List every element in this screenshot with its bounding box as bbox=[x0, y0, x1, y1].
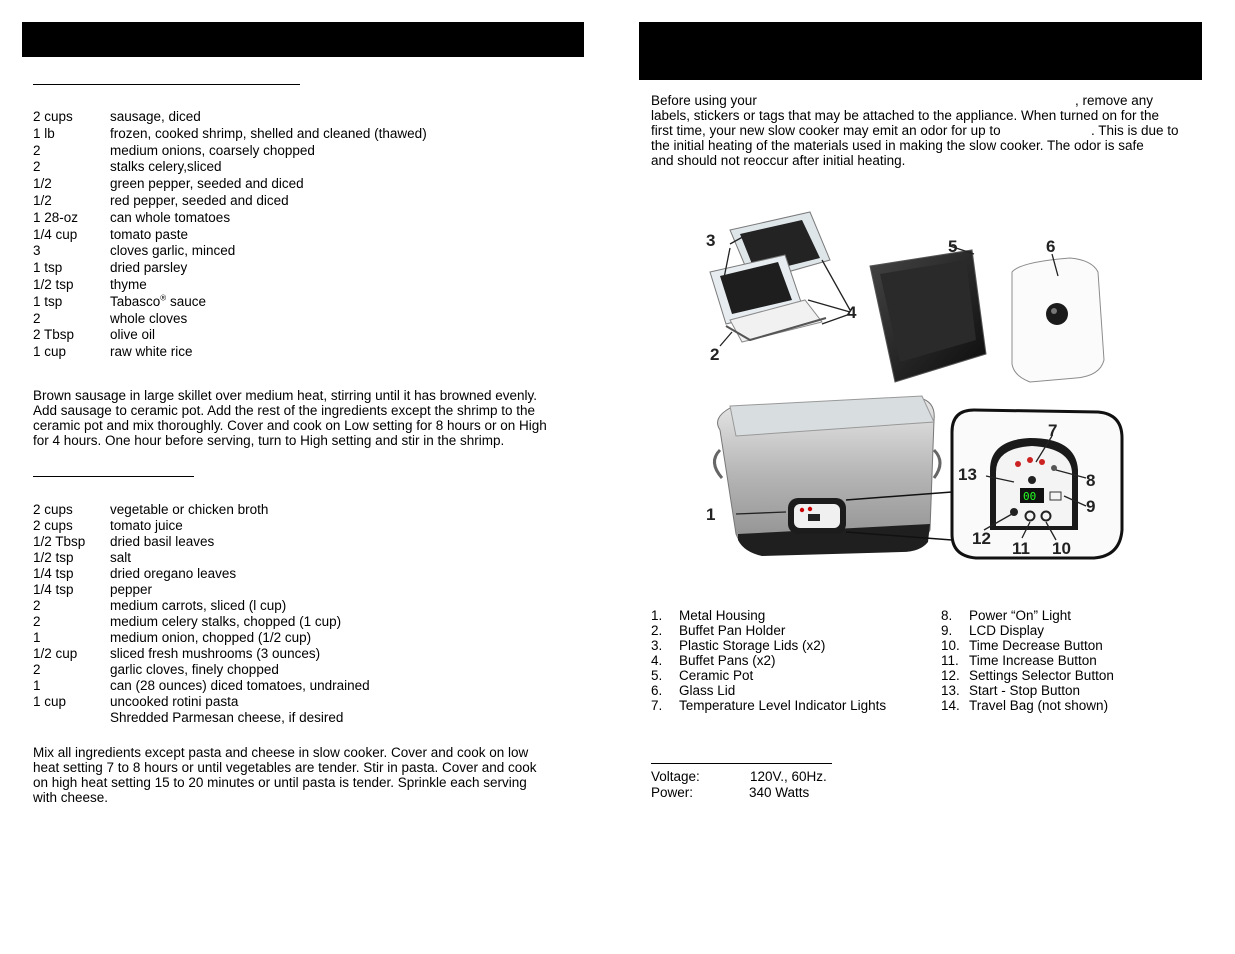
ingredient-row bbox=[33, 176, 553, 193]
directions-line: Add sausage to ceramic pot. Add the rest of the ingredients except the shrimp to the bbox=[33, 403, 536, 418]
part-item bbox=[941, 638, 1201, 653]
directions-line: with cheese. bbox=[33, 790, 109, 805]
part-number: 3. bbox=[651, 638, 663, 653]
part-name: Travel Bag (not shown) bbox=[969, 698, 1109, 713]
directions-line: Brown sausage in large skillet over medium heat, stirring until it has browned evenly. bbox=[33, 388, 537, 403]
ingredient-row bbox=[33, 143, 553, 160]
ingredient-item: salt bbox=[110, 550, 132, 565]
intro-text: . This is due to bbox=[1091, 123, 1179, 138]
ingredient-row bbox=[33, 327, 553, 344]
ingredient-row bbox=[33, 678, 553, 694]
callout-9: 9 bbox=[1086, 497, 1096, 516]
ingredient-item-rest: sauce bbox=[166, 293, 206, 309]
callout-7: 7 bbox=[1048, 421, 1058, 440]
ingredient-qty: 2 cups bbox=[33, 518, 73, 533]
part-number: 14. bbox=[941, 698, 960, 713]
ingredient-qty: 1 cup bbox=[33, 344, 67, 360]
ingredient-row bbox=[33, 646, 553, 662]
recipe1-ingredient-list bbox=[33, 109, 553, 361]
recipe2-ingredient-list bbox=[33, 502, 553, 726]
ingredient-item: garlic cloves, finely chopped bbox=[110, 662, 279, 677]
ingredient-qty: 2 cups bbox=[33, 502, 73, 517]
ingredient-item: olive oil bbox=[110, 327, 156, 343]
ingredient-item: uncooked rotini pasta bbox=[110, 694, 239, 709]
ingredient-qty: 1 tsp bbox=[33, 260, 63, 276]
part-name: Buffet Pans (x2) bbox=[679, 653, 776, 668]
ingredient-qty: 1/2 tsp bbox=[33, 276, 74, 292]
buffet-pans-illustration bbox=[710, 212, 830, 342]
part-item bbox=[941, 683, 1201, 698]
ingredient-row bbox=[33, 710, 553, 726]
recipe1-directions bbox=[33, 388, 578, 448]
part-number: 12. bbox=[941, 668, 960, 683]
ingredient-item: can (28 ounces) diced tomatoes, undrained bbox=[110, 678, 370, 693]
spec-label: Power: bbox=[651, 784, 694, 800]
part-item bbox=[651, 608, 931, 623]
ingredient-row bbox=[33, 550, 553, 566]
part-name: LCD Display bbox=[969, 623, 1045, 638]
ingredient-row bbox=[33, 502, 553, 518]
parts-list-left bbox=[651, 608, 931, 713]
ingredient-row bbox=[33, 630, 553, 646]
ingredient-item: whole cloves bbox=[110, 310, 188, 326]
ingredient-item: green pepper, seeded and diced bbox=[110, 176, 304, 192]
product-diagram bbox=[690, 200, 1150, 570]
ingredient-brand: Tabasco bbox=[110, 293, 161, 309]
intro-text: , remove any bbox=[1075, 93, 1154, 108]
directions-line: Mix all ingredients except pasta and cheese in slow cooker. Cover and cook on low bbox=[33, 745, 529, 760]
part-number: 13. bbox=[941, 683, 960, 698]
directions-line: ceramic pot and mix thoroughly. Cover and cook on Low setting for 8 hours or on High bbox=[33, 418, 547, 433]
directions-line: on high heat setting 15 to 20 minutes or until pasta is tender. Sprinkle each serving bbox=[33, 775, 527, 790]
part-number: 5. bbox=[651, 668, 663, 683]
ingredient-item: vegetable or chicken broth bbox=[110, 502, 269, 517]
specs-title-rule bbox=[651, 763, 832, 764]
ingredient-qty: 2 bbox=[33, 310, 41, 326]
recipe2-title-rule bbox=[33, 476, 194, 477]
ingredient-item: dried parsley bbox=[110, 260, 188, 276]
ingredient-qty: 1 bbox=[33, 630, 41, 645]
ingredient-row bbox=[33, 243, 553, 260]
part-name: Time Increase Button bbox=[969, 653, 1097, 668]
part-item bbox=[651, 683, 931, 698]
ingredient-qty: 1 28-oz bbox=[33, 209, 79, 225]
ingredient-qty: 2 bbox=[33, 614, 41, 629]
part-number: 6. bbox=[651, 683, 663, 698]
ingredient-qty: 1 tsp bbox=[33, 293, 63, 309]
specifications bbox=[651, 769, 911, 800]
ingredient-item: stalks celery,sliced bbox=[110, 159, 222, 175]
ingredient-row bbox=[33, 227, 553, 244]
part-number: 8. bbox=[941, 608, 953, 623]
ingredient-item: red pepper, seeded and diced bbox=[110, 192, 289, 208]
part-item bbox=[651, 668, 931, 683]
ingredient-item: medium onions, coarsely chopped bbox=[110, 142, 315, 158]
glass-lid-illustration bbox=[1012, 258, 1104, 382]
intro-line: and should not reoccur after initial heating. bbox=[651, 153, 906, 168]
ingredient-item: sausage, diced bbox=[110, 109, 201, 124]
ingredient-row bbox=[33, 534, 553, 550]
callout-10: 10 bbox=[1052, 539, 1071, 558]
part-item bbox=[651, 638, 931, 653]
lcd-readout: 00 bbox=[1023, 490, 1037, 503]
part-number: 2. bbox=[651, 623, 663, 638]
ingredient-item: dried basil leaves bbox=[110, 534, 215, 549]
ingredient-row bbox=[33, 277, 553, 294]
ingredient-row bbox=[33, 662, 553, 678]
ingredient-item: medium onion, chopped (1/2 cup) bbox=[110, 630, 312, 645]
part-item bbox=[651, 623, 931, 638]
ingredient-item: cloves garlic, minced bbox=[110, 243, 236, 259]
ingredient-row bbox=[33, 159, 553, 176]
ingredient-item: sliced fresh mushrooms (3 ounces) bbox=[110, 646, 321, 661]
ingredient-qty: 2 bbox=[33, 662, 41, 677]
part-name: Power “On” Light bbox=[969, 608, 1072, 623]
ingredient-row bbox=[33, 614, 553, 630]
part-number: 10. bbox=[941, 638, 960, 653]
ingredient-qty: 2 bbox=[33, 159, 41, 175]
ingredient-item: thyme bbox=[110, 276, 147, 292]
recipe2-directions bbox=[33, 745, 578, 805]
right-header-bar bbox=[639, 22, 1202, 80]
part-name: Start - Stop Button bbox=[969, 683, 1081, 698]
ingredient-qty: 2 bbox=[33, 598, 41, 613]
ingredient-row bbox=[33, 598, 553, 614]
ingredient-item: dried oregano leaves bbox=[110, 566, 237, 581]
part-name: Temperature Level Indicator Lights bbox=[679, 698, 887, 713]
part-name: Glass Lid bbox=[679, 683, 736, 698]
ingredient-item: can whole tomatoes bbox=[110, 209, 231, 225]
ingredient-row bbox=[33, 126, 553, 143]
callout-5: 5 bbox=[948, 237, 958, 256]
ingredient-item: frozen, cooked shrimp, shelled and cleaned (thawed) bbox=[110, 125, 427, 141]
intro-text: Before using your bbox=[651, 93, 757, 108]
part-number: 9. bbox=[941, 623, 953, 638]
part-number: 11. bbox=[941, 653, 959, 668]
part-number: 7. bbox=[651, 698, 663, 713]
part-number: 1. bbox=[651, 608, 663, 623]
part-name: Time Decrease Button bbox=[969, 638, 1103, 653]
ingredient-row bbox=[33, 311, 553, 328]
callout-12: 12 bbox=[972, 529, 991, 548]
ingredient-item: tomato juice bbox=[110, 518, 183, 533]
callout-4: 4 bbox=[847, 303, 857, 322]
parts-list-right bbox=[941, 608, 1201, 713]
ingredient-qty: 1 cup bbox=[33, 694, 67, 709]
ingredient-row bbox=[33, 109, 553, 126]
part-number: 4. bbox=[651, 653, 663, 668]
spec-label: Voltage: bbox=[651, 769, 700, 784]
spec-value: 340 Watts bbox=[749, 784, 810, 800]
part-name: Ceramic Pot bbox=[679, 668, 754, 683]
part-item bbox=[651, 653, 931, 668]
intro-line: labels, stickers or tags that may be attached to the appliance. When turned on for the bbox=[651, 108, 1160, 123]
ingredient-row bbox=[33, 518, 553, 534]
callout-11: 11 bbox=[1012, 539, 1030, 558]
ingredient-row bbox=[33, 694, 553, 710]
ingredient-qty: 1/4 tsp bbox=[33, 566, 74, 581]
callout-13: 13 bbox=[958, 465, 977, 484]
ingredient-qty: 1/2 bbox=[33, 176, 52, 192]
callout-6: 6 bbox=[1046, 237, 1056, 256]
ingredient-qty: 2 bbox=[33, 142, 41, 158]
intro-line: the initial heating of the materials used in making the slow cooker. The odor is safe bbox=[651, 138, 1144, 153]
ingredient-qty: 2 Tbsp bbox=[33, 327, 75, 343]
callout-2: 2 bbox=[710, 345, 720, 364]
ingredient-qty: 1/2 bbox=[33, 192, 52, 208]
ingredient-row bbox=[33, 193, 553, 210]
directions-line: heat setting 7 to 8 hours or until vegetables are tender. Stir in pasta. Cover and cook bbox=[33, 760, 537, 775]
part-item bbox=[941, 653, 1201, 668]
callout-8: 8 bbox=[1086, 471, 1096, 490]
ingredient-qty: 1/2 Tbsp bbox=[33, 534, 86, 549]
intro-text: first time, your new slow cooker may emit an odor for up to bbox=[651, 123, 1001, 138]
ingredient-qty: 3 bbox=[33, 243, 41, 259]
spec-row bbox=[651, 785, 911, 801]
ingredient-qty: 1/4 tsp bbox=[33, 582, 74, 597]
ingredient-qty: 1 bbox=[33, 678, 41, 693]
ingredient-item: medium carrots, sliced (l cup) bbox=[110, 598, 287, 613]
ingredient-qty: 2 cups bbox=[33, 109, 73, 124]
ceramic-pot-illustration bbox=[870, 250, 986, 382]
ingredient-row bbox=[33, 344, 553, 361]
spec-value: 120V., 60Hz. bbox=[750, 769, 827, 784]
part-item bbox=[651, 698, 931, 713]
intro-paragraph bbox=[651, 93, 1196, 168]
part-name: Metal Housing bbox=[679, 608, 766, 623]
registered-mark: ® bbox=[160, 293, 167, 303]
recipe1-title-rule bbox=[33, 84, 300, 85]
ingredient-item: tomato paste bbox=[110, 226, 189, 242]
part-name: Settings Selector Button bbox=[969, 668, 1114, 683]
part-item bbox=[941, 698, 1201, 713]
ingredient-row bbox=[33, 294, 553, 311]
callout-1: 1 bbox=[706, 505, 716, 524]
part-name: Buffet Pan Holder bbox=[679, 623, 786, 638]
directions-line: for 4 hours. One hour before serving, turn to High setting and stir in the shrimp. bbox=[33, 433, 505, 448]
intro-line bbox=[651, 123, 1196, 138]
part-name: Plastic Storage Lids (x2) bbox=[679, 638, 826, 653]
intro-line bbox=[651, 93, 1196, 108]
ingredient-item: raw white rice bbox=[110, 344, 193, 360]
ingredient-qty: 1 lb bbox=[33, 125, 55, 141]
metal-housing-illustration bbox=[714, 396, 940, 556]
ingredient-item: Shredded Parmesan cheese, if desired bbox=[110, 710, 344, 725]
callout-3: 3 bbox=[706, 231, 716, 250]
ingredient-qty: 1/2 cup bbox=[33, 646, 78, 661]
left-header-bar bbox=[22, 22, 584, 57]
ingredient-row bbox=[33, 582, 553, 598]
ingredient-item: medium celery stalks, chopped (1 cup) bbox=[110, 614, 342, 629]
ingredient-item bbox=[110, 294, 206, 311]
ingredient-qty: 1/4 cup bbox=[33, 226, 78, 242]
ingredient-row bbox=[33, 260, 553, 277]
part-item bbox=[941, 668, 1201, 683]
part-item bbox=[941, 608, 1201, 623]
spec-row bbox=[651, 769, 911, 785]
ingredient-qty: 1/2 tsp bbox=[33, 550, 74, 565]
ingredient-item: pepper bbox=[110, 582, 153, 597]
ingredient-row bbox=[33, 210, 553, 227]
ingredient-row bbox=[33, 566, 553, 582]
part-item bbox=[941, 623, 1201, 638]
